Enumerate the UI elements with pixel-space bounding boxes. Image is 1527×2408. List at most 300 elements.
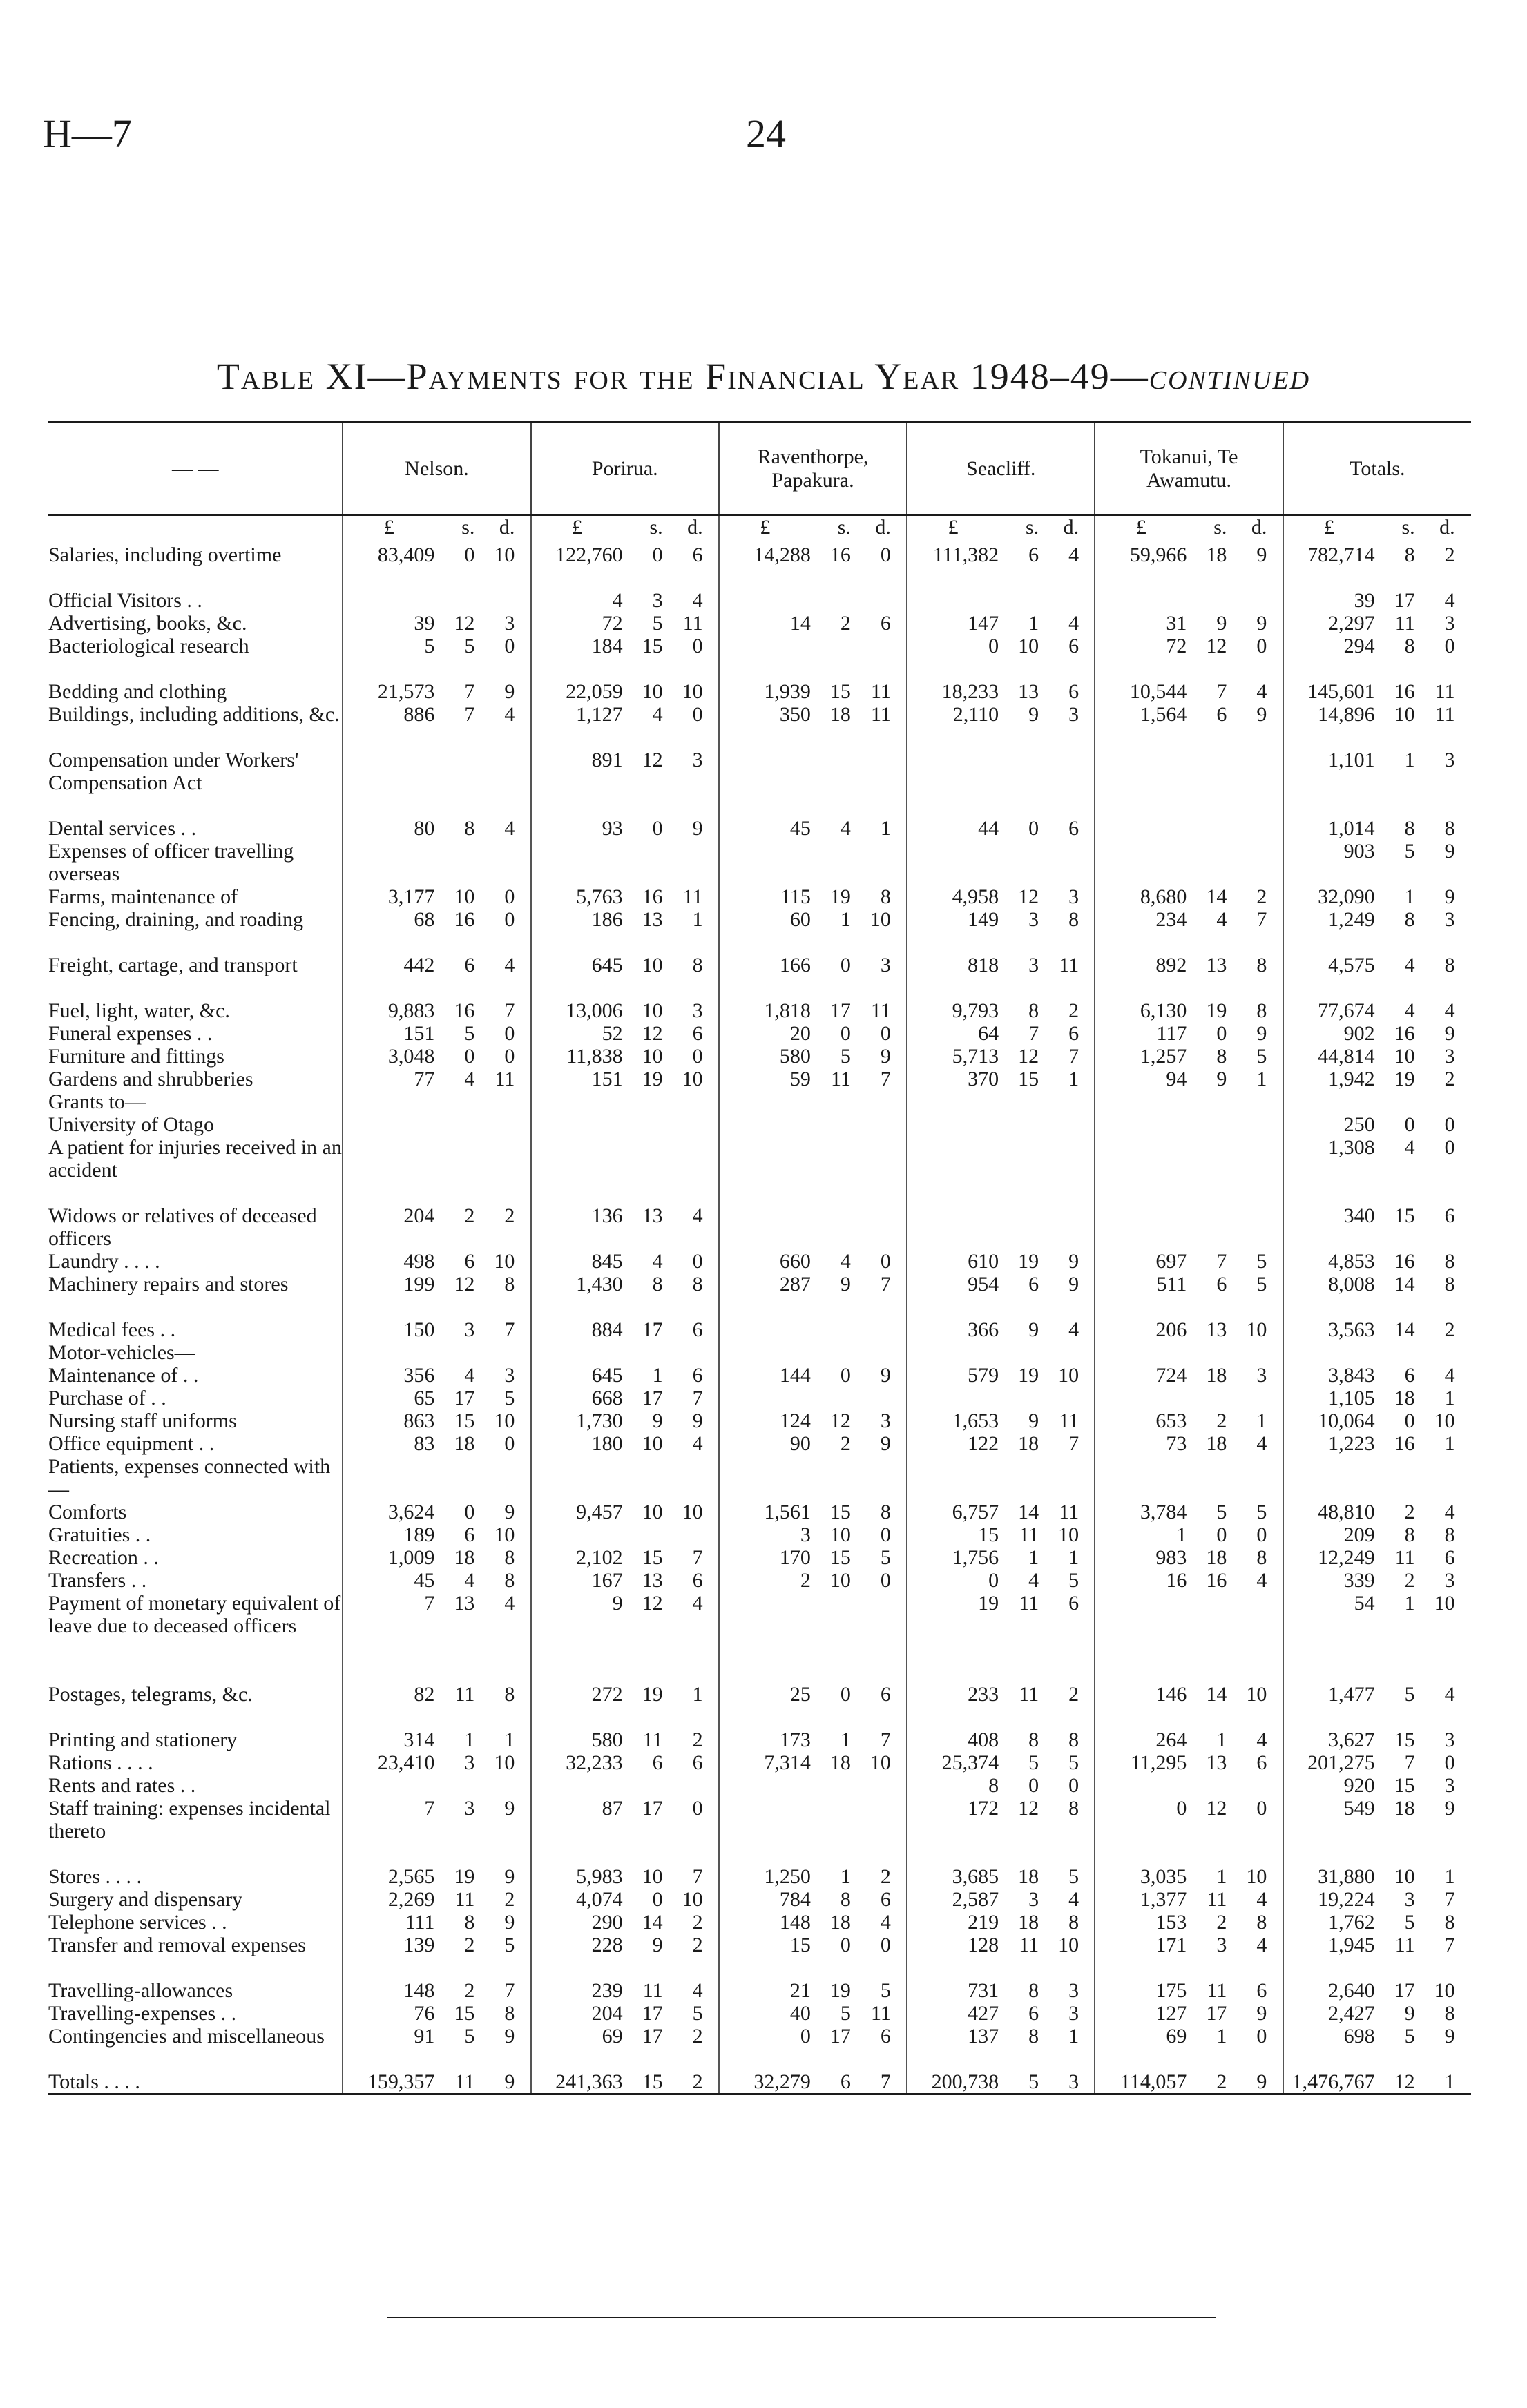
amount-cell-porirua (531, 885, 719, 908)
pence-unit: d. (1063, 516, 1079, 539)
amount-cell-totals (1283, 885, 1471, 908)
pence-value: 5 (1256, 1250, 1267, 1273)
pounds-value: 149 (968, 908, 999, 931)
amount-cell-seacliff (907, 1090, 1095, 1113)
shillings-value: 1 (1216, 1728, 1227, 1751)
shillings-value: 3 (1216, 1934, 1227, 1956)
pence-value: 6 (692, 1569, 703, 1592)
amount-cell-tokanui (1095, 1546, 1283, 1569)
pounds-value: 40 (789, 2002, 811, 2025)
pence-value: 9 (880, 1045, 891, 1068)
pence-value: 2 (692, 2025, 703, 2048)
shillings-value: 16 (1394, 1022, 1415, 1045)
pounds-value: 151 (403, 1022, 435, 1045)
pence-value: 0 (692, 703, 703, 726)
row-label: Widows or relatives of deceased officers (48, 1204, 317, 1250)
pounds-value: 91 (414, 2025, 435, 2048)
amount-cell-porirua (531, 1888, 719, 1911)
pence-value: 1 (504, 1728, 515, 1751)
shillings-value: 16 (454, 999, 475, 1022)
pence-value: 8 (1444, 1523, 1455, 1546)
pounds-value: 77 (414, 1068, 435, 1090)
pounds-value: 4,853 (1328, 1250, 1375, 1273)
table-row (48, 1341, 1471, 1364)
shillings-value: 8 (1028, 2025, 1039, 2048)
table-row (48, 1136, 1471, 1204)
shillings-value: 14 (642, 1911, 663, 1934)
shillings-value: 0 (1404, 1113, 1415, 1136)
shillings-value: 5 (464, 1022, 475, 1045)
amount-cell-raventhorpe (719, 1865, 907, 1888)
table-row (48, 1683, 1471, 1728)
amount-cell-porirua (531, 1273, 719, 1318)
pounds-value: 1,430 (576, 1273, 623, 1295)
table-row (48, 1409, 1471, 1432)
amount-cell-tokanui (1095, 1136, 1283, 1204)
row-label: Nursing staff uniforms (48, 1409, 237, 1432)
pounds-value: 0 (800, 2025, 811, 2048)
pence-value: 4 (1256, 1432, 1267, 1455)
amount-cell-tokanui (1095, 817, 1283, 840)
shillings-value: 2 (840, 1432, 851, 1455)
amount-cell-porirua (531, 1250, 719, 1273)
shillings-value: 0 (1216, 1022, 1227, 1045)
shillings-value: 2 (1216, 2070, 1227, 2093)
shillings-value: 18 (1018, 1865, 1039, 1888)
row-label: Purchase of . . (48, 1387, 166, 1409)
pence-value: 4 (1256, 1728, 1267, 1751)
shillings-value: 10 (1394, 703, 1415, 726)
table-row (48, 1364, 1471, 1387)
amount-cell-nelson (343, 999, 530, 1022)
pence-value: 11 (1434, 680, 1455, 703)
shillings-value: 15 (642, 2070, 663, 2093)
shillings-value: 0 (1404, 1409, 1415, 1432)
amount-cell-nelson (343, 1865, 530, 1888)
pounds-value: 1,377 (1140, 1888, 1187, 1911)
pounds-value: 610 (968, 1250, 999, 1273)
shillings-value: 8 (1216, 1045, 1227, 1068)
pence-unit: d. (499, 516, 515, 539)
amount-cell-nelson (343, 1409, 530, 1432)
pence-value: 9 (1256, 2002, 1267, 2025)
pence-value: 0 (1256, 2025, 1267, 2048)
pounds-value: 148 (779, 1911, 811, 1934)
table-row (48, 1546, 1471, 1569)
table-row (48, 703, 1471, 749)
shillings-value: 15 (829, 1546, 851, 1569)
shillings-value: 10 (642, 1501, 663, 1523)
amount-cell-seacliff (907, 1364, 1095, 1387)
amount-cell-totals (1283, 817, 1471, 840)
pounds-value: 172 (968, 1797, 999, 1820)
shillings-value: 6 (652, 1751, 663, 1774)
shillings-value: 3 (1028, 1888, 1039, 1911)
pence-value: 6 (692, 1318, 703, 1341)
shillings-value: 16 (1394, 1432, 1415, 1455)
row-label: Payment of monetary equivalent of leave due to deceased officers (48, 1592, 341, 1637)
amount-cell-totals (1283, 1455, 1471, 1501)
amount-cell-seacliff (907, 1068, 1095, 1090)
shillings-value: 10 (454, 885, 475, 908)
pence-value: 4 (692, 1432, 703, 1455)
shillings-value: 7 (1216, 680, 1227, 703)
column-header-totals: Totals. (1283, 423, 1471, 516)
shillings-value: 0 (840, 1934, 851, 1956)
amount-cell-totals (1283, 1318, 1471, 1341)
pence-value: 0 (692, 1250, 703, 1273)
amount-cell-porirua (531, 589, 719, 612)
shillings-value: 5 (1028, 1751, 1039, 1774)
pounds-value: 15 (978, 1523, 999, 1546)
shillings-value: 10 (829, 1569, 851, 1592)
row-label: Recreation . . (48, 1546, 159, 1569)
amount-cell-totals (1283, 2002, 1471, 2025)
pounds-value: 366 (968, 1318, 999, 1341)
units-cell (719, 515, 907, 543)
shillings-value: 1 (1404, 885, 1415, 908)
shillings-value: 12 (642, 749, 663, 771)
pounds-value: 12,249 (1318, 1546, 1375, 1569)
shillings-value: 11 (1394, 612, 1415, 635)
amount-cell-tokanui (1095, 589, 1283, 612)
pounds-value: 1,308 (1328, 1136, 1375, 1159)
amount-cell-tokanui (1095, 612, 1283, 635)
pence-value: 6 (692, 1751, 703, 1774)
total-cell-nelson (343, 2070, 530, 2094)
amount-cell-nelson (343, 908, 530, 954)
pence-value: 9 (1444, 1022, 1455, 1045)
pence-value: 4 (1444, 589, 1455, 612)
shillings-value: 3 (652, 589, 663, 612)
amount-cell-raventhorpe (719, 1501, 907, 1523)
page-number: 24 (746, 111, 786, 156)
shillings-value: 9 (652, 1409, 663, 1432)
amount-cell-raventhorpe (719, 703, 907, 749)
shillings-value: 6 (840, 2070, 851, 2093)
pounds-value: 175 (1155, 1979, 1187, 2002)
amount-cell-tokanui (1095, 1250, 1283, 1273)
shillings-value: 17 (642, 1387, 663, 1409)
pounds-value: 25 (789, 1683, 811, 1706)
amount-cell-raventhorpe (719, 1592, 907, 1683)
pence-value: 4 (692, 589, 703, 612)
pence-value: 4 (1256, 1934, 1267, 1956)
pounds-value: 14,288 (753, 543, 811, 566)
row-label: Gardens and shrubberies (48, 1068, 253, 1090)
pounds-value: 339 (1343, 1569, 1375, 1592)
shillings-value: 15 (1018, 1068, 1039, 1090)
shillings-value: 17 (1206, 2002, 1227, 2025)
table-row (48, 999, 1471, 1022)
shillings-value: 18 (1018, 1911, 1039, 1934)
pence-value: 4 (1444, 1364, 1455, 1387)
shillings-value: 3 (1028, 954, 1039, 976)
amount-cell-totals (1283, 612, 1471, 635)
amount-cell-totals (1283, 1136, 1471, 1204)
shillings-value: 17 (1394, 589, 1415, 612)
pounds-value: 340 (1343, 1204, 1375, 1227)
shillings-value: 9 (652, 1934, 663, 1956)
shillings-value: 18 (1206, 543, 1227, 566)
pence-value: 10 (1058, 1523, 1079, 1546)
shillings-value: 14 (1206, 1683, 1227, 1706)
shillings-value: 12 (1018, 1045, 1039, 1068)
shillings-value: 15 (1394, 1728, 1415, 1751)
table-row (48, 1774, 1471, 1797)
table-row (48, 1865, 1471, 1888)
shillings-value: 4 (652, 703, 663, 726)
pounds-value: 219 (968, 1911, 999, 1934)
amount-cell-raventhorpe (719, 1045, 907, 1068)
pence-value: 4 (1444, 1501, 1455, 1523)
pounds-value: 239 (591, 1979, 623, 2002)
amount-cell-nelson (343, 1592, 530, 1683)
shillings-value: 6 (464, 1523, 475, 1546)
amount-cell-raventhorpe (719, 1364, 907, 1387)
shilling-unit: s. (649, 516, 663, 539)
pounds-value: 3,843 (1328, 1364, 1375, 1387)
shillings-value: 18 (829, 1751, 851, 1774)
pounds-value: 94 (1166, 1068, 1187, 1090)
row-label: Transfers . . (48, 1569, 147, 1592)
row-label: Office equipment . . (48, 1432, 215, 1455)
shillings-value: 12 (1018, 1797, 1039, 1820)
amount-cell-seacliff (907, 703, 1095, 749)
shillings-value: 3 (1028, 908, 1039, 931)
row-label: Official Visitors . . (48, 589, 202, 612)
amount-cell-seacliff (907, 1751, 1095, 1774)
amount-cell-nelson (343, 1751, 530, 1774)
shillings-value: 8 (840, 1888, 851, 1911)
pence-value: 8 (504, 1683, 515, 1706)
units-cell (1095, 515, 1283, 543)
shillings-value: 0 (652, 1888, 663, 1911)
pounds-value: 983 (1155, 1546, 1187, 1569)
shillings-value: 19 (642, 1683, 663, 1706)
amount-cell-raventhorpe (719, 1751, 907, 1774)
totals-row (48, 2070, 1471, 2094)
amount-cell-raventhorpe (719, 1113, 907, 1136)
shillings-value: 11 (1019, 1934, 1039, 1956)
table-row (48, 817, 1471, 840)
pounds-value: 1,561 (764, 1501, 811, 1523)
amount-cell-totals (1283, 1273, 1471, 1318)
shillings-value: 11 (1019, 1683, 1039, 1706)
pence-value: 10 (494, 1751, 515, 1774)
amount-cell-nelson (343, 1022, 530, 1045)
pence-value: 10 (682, 680, 703, 703)
row-label: Grants to— (48, 1090, 146, 1113)
pounds-value: 11,295 (1131, 1751, 1187, 1774)
pence-value: 9 (692, 817, 703, 840)
shillings-value: 17 (829, 2025, 851, 2048)
amount-cell-porirua (531, 1204, 719, 1250)
amount-cell-seacliff (907, 999, 1095, 1022)
pounds-value: 151 (591, 1068, 623, 1090)
shillings-value: 0 (1028, 1774, 1039, 1797)
amount-cell-nelson (343, 1136, 530, 1204)
column-header-label: — — (48, 423, 343, 516)
pounds-value: 668 (591, 1387, 623, 1409)
shillings-value: 10 (642, 680, 663, 703)
pence-value: 8 (1444, 2002, 1455, 2025)
pence-value: 3 (692, 749, 703, 771)
pounds-value: 186 (591, 908, 623, 931)
shilling-unit: s. (1401, 516, 1415, 539)
pence-value: 6 (880, 1683, 891, 1706)
pence-value: 8 (1256, 954, 1267, 976)
shillings-value: 6 (1028, 543, 1039, 566)
pounds-value: 114,057 (1120, 2070, 1187, 2093)
amount-cell-porirua (531, 1569, 719, 1592)
pence-value: 9 (1444, 885, 1455, 908)
shillings-value: 9 (840, 1273, 851, 1295)
pounds-value: 645 (591, 954, 623, 976)
amount-cell-tokanui (1095, 1409, 1283, 1432)
amount-cell-nelson (343, 885, 530, 908)
amount-cell-totals (1283, 954, 1471, 999)
amount-cell-seacliff (907, 1273, 1095, 1318)
pence-value: 7 (504, 1979, 515, 2002)
pounds-value: 579 (968, 1364, 999, 1387)
pounds-value: 3,048 (387, 1045, 435, 1068)
amount-cell-nelson (343, 635, 530, 680)
amount-cell-tokanui (1095, 2002, 1283, 2025)
amount-cell-nelson (343, 703, 530, 749)
shillings-value: 8 (1404, 543, 1415, 566)
amount-cell-tokanui (1095, 1934, 1283, 1979)
shillings-value: 0 (652, 543, 663, 566)
shillings-value: 15 (1394, 1204, 1415, 1227)
pounds-value: 19 (978, 1592, 999, 1615)
pence-value: 4 (1068, 543, 1079, 566)
pounds-value: 20 (789, 1022, 811, 1045)
shillings-value: 2 (464, 1204, 475, 1227)
pence-value: 0 (504, 1022, 515, 1045)
row-label: Postages, telegrams, &c. (48, 1683, 253, 1706)
amount-cell-totals (1283, 2025, 1471, 2070)
shillings-value: 15 (829, 1501, 851, 1523)
amount-cell-raventhorpe (719, 2025, 907, 2070)
pence-value: 8 (1444, 817, 1455, 840)
pence-value: 3 (1444, 1045, 1455, 1068)
shillings-value: 11 (454, 1888, 475, 1911)
shillings-value: 13 (1018, 680, 1039, 703)
amount-cell-porirua (531, 1113, 719, 1136)
pounds-value: 60 (789, 908, 811, 931)
pounds-value: 1,257 (1140, 1045, 1187, 1068)
amount-cell-totals (1283, 1432, 1471, 1455)
shillings-value: 0 (464, 543, 475, 566)
pounds-value: 7,314 (764, 1751, 811, 1774)
pence-value: 1 (1256, 1068, 1267, 1090)
shillings-value: 4 (464, 1068, 475, 1090)
pence-value: 3 (692, 999, 703, 1022)
amount-cell-porirua (531, 1979, 719, 2002)
pound-unit: £ (760, 516, 771, 539)
shillings-value: 17 (642, 1797, 663, 1820)
amount-cell-tokanui (1095, 543, 1283, 589)
shillings-value: 6 (464, 954, 475, 976)
shillings-value: 9 (1028, 1318, 1039, 1341)
shillings-value: 0 (464, 1045, 475, 1068)
shillings-value: 9 (1404, 2002, 1415, 2025)
amount-cell-seacliff (907, 840, 1095, 885)
amount-cell-totals (1283, 1113, 1471, 1136)
amount-cell-porirua (531, 1934, 719, 1979)
shillings-value: 15 (829, 680, 851, 703)
amount-cell-raventhorpe (719, 1318, 907, 1341)
pounds-value: 272 (591, 1683, 623, 1706)
pence-value: 4 (1256, 680, 1267, 703)
pence-value: 3 (1068, 885, 1079, 908)
pence-value: 10 (1058, 1364, 1079, 1387)
amount-cell-raventhorpe (719, 954, 907, 999)
shillings-value: 8 (1028, 1728, 1039, 1751)
shillings-value: 5 (464, 2025, 475, 2048)
shillings-value: 1 (840, 908, 851, 931)
pounds-value: 52 (602, 1022, 623, 1045)
amount-cell-totals (1283, 1934, 1471, 1979)
pounds-value: 115 (780, 885, 811, 908)
row-label: Gratuities . . (48, 1523, 151, 1546)
row-label: Transfer and removal expenses (48, 1934, 306, 1956)
pounds-value: 6,130 (1140, 999, 1187, 1022)
pence-value: 0 (504, 908, 515, 931)
amount-cell-raventhorpe (719, 885, 907, 908)
shillings-value: 10 (642, 1865, 663, 1888)
pounds-value: 0 (988, 635, 999, 657)
amount-cell-tokanui (1095, 1683, 1283, 1728)
row-label: Salaries, including overtime (48, 543, 282, 566)
amount-cell-seacliff (907, 885, 1095, 908)
pence-value: 8 (692, 1273, 703, 1295)
amount-cell-nelson (343, 1090, 530, 1113)
pounds-value: 65 (414, 1387, 435, 1409)
table-row (48, 1523, 1471, 1546)
pounds-value: 0 (1176, 1797, 1187, 1820)
amount-cell-totals (1283, 1364, 1471, 1387)
shillings-value: 11 (1394, 1546, 1415, 1569)
pence-value: 4 (504, 1592, 515, 1615)
amount-cell-totals (1283, 1546, 1471, 1569)
shillings-value: 5 (652, 612, 663, 635)
amount-cell-porirua (531, 1523, 719, 1546)
pounds-value: 228 (591, 1934, 623, 1956)
pounds-value: 77,674 (1318, 999, 1375, 1022)
pence-value: 9 (1256, 1022, 1267, 1045)
shillings-value: 9 (1216, 1068, 1227, 1090)
pounds-value: 69 (1166, 2025, 1187, 2048)
amount-cell-seacliff (907, 1934, 1095, 1979)
amount-cell-raventhorpe (719, 680, 907, 703)
pounds-value: 1,223 (1328, 1432, 1375, 1455)
pence-value: 10 (682, 1888, 703, 1911)
pounds-value: 3,784 (1140, 1501, 1187, 1523)
amount-cell-nelson (343, 680, 530, 703)
amount-cell-raventhorpe (719, 1523, 907, 1546)
amount-cell-porirua (531, 1090, 719, 1113)
footer-rule (387, 2317, 1216, 2318)
row-label: Rents and rates . . (48, 1774, 196, 1797)
amount-cell-tokanui (1095, 885, 1283, 908)
pence-value: 8 (504, 2002, 515, 2025)
pence-value: 0 (880, 1569, 891, 1592)
amount-cell-porirua (531, 999, 719, 1022)
pence-value: 10 (494, 1523, 515, 1546)
pence-value: 9 (504, 1501, 515, 1523)
